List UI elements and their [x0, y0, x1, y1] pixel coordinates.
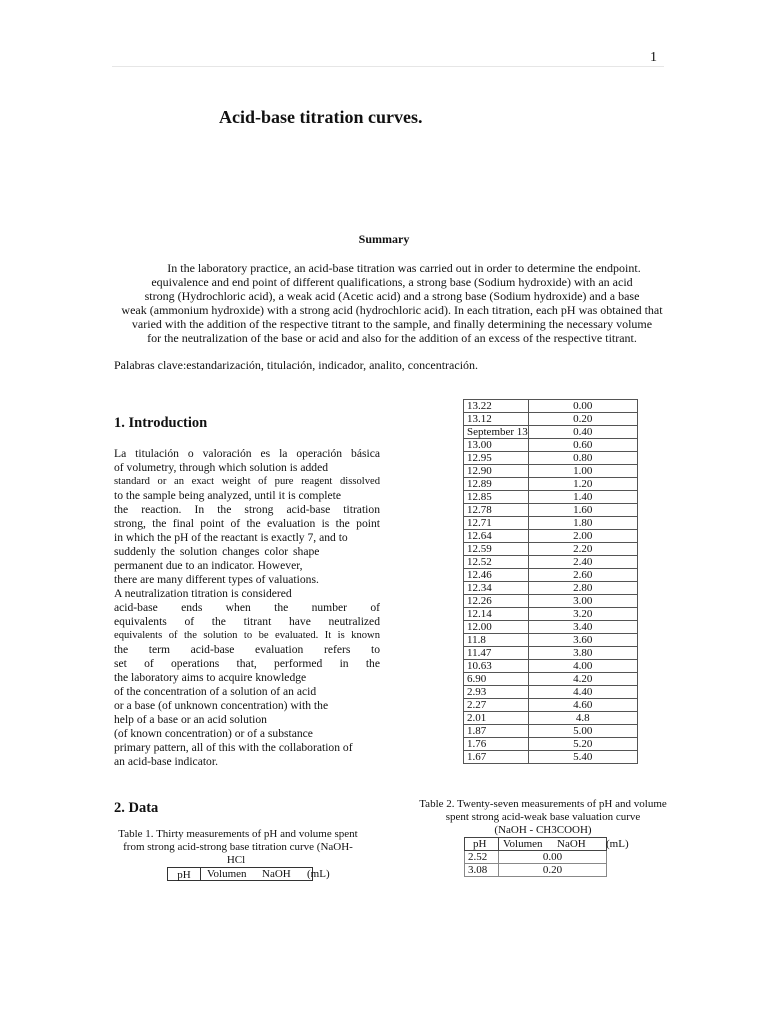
ph-cell: 12.00 — [464, 621, 529, 634]
table-row — [464, 673, 638, 686]
introduction-body — [114, 447, 380, 769]
caption-line: Table 2. Twenty-seven measurements of pH and volume — [419, 798, 667, 810]
ph-cell: 12.64 — [464, 530, 529, 543]
table-row — [464, 504, 638, 517]
table-row — [464, 426, 638, 439]
intro-line: an acid-base indicator. — [114, 755, 218, 768]
table1-caption — [112, 828, 364, 867]
summary-line: weak (ammonium hydroxide) with a strong acid (hydrochloric acid). In each titration, each pH was obtained that — [121, 303, 663, 317]
table-row — [464, 413, 638, 426]
summary-line: for the neutralization of the base or acid and also for the addition of an excess of the respective titrant. — [147, 331, 637, 345]
intro-line: the term acid-base evaluation refers to — [114, 643, 380, 656]
volume-cell: 1.00 — [528, 465, 637, 478]
ph-cell: 12.52 — [464, 556, 529, 569]
ph-cell: 2.93 — [464, 686, 529, 699]
volume-cell: 5.00 — [528, 725, 637, 738]
caption-line: HCl — [226, 854, 246, 866]
page-number: 1 — [650, 50, 657, 65]
volume-cell: 0.60 — [528, 439, 637, 452]
caption-line: spent strong acid-weak base valuation curve — [445, 811, 641, 823]
intro-line: acid-base ends when the number of — [114, 601, 380, 614]
summary-line: equivalence and end point of different qualifications, a strong base (Sodium hydroxide) with an acid — [151, 275, 633, 289]
table-row — [464, 647, 638, 660]
ph-cell: 6.90 — [464, 673, 529, 686]
ph-cell: 2.27 — [464, 699, 529, 712]
intro-line: standard or an exact weight of pure reagent dissolved — [114, 476, 380, 487]
ph-cell: 2.01 — [464, 712, 529, 725]
volume-cell: 4.8 — [528, 712, 637, 725]
table-row — [464, 530, 638, 543]
table-row — [464, 725, 638, 738]
ph-cell: 12.78 — [464, 504, 529, 517]
table2-header-naoh: NaOH — [557, 838, 586, 850]
ph-cell: 1.76 — [464, 738, 529, 751]
volume-cell: 1.20 — [528, 478, 637, 491]
table-row — [464, 595, 638, 608]
table-row — [464, 556, 638, 569]
volume-cell: 3.60 — [528, 634, 637, 647]
volume-cell: 0.00 — [528, 400, 637, 413]
volume-cell: 0.20 — [528, 413, 637, 426]
table-row — [464, 517, 638, 530]
ph-cell: 1.87 — [464, 725, 529, 738]
table2-data — [464, 837, 629, 877]
intro-line: of volumetry, through which solution is added — [114, 461, 329, 474]
volume-cell: 4.60 — [528, 699, 637, 712]
table-row — [464, 699, 638, 712]
ph-cell: 12.26 — [464, 595, 529, 608]
caption-line: (NaOH - CH3COOH) — [494, 824, 592, 836]
table-row — [464, 582, 638, 595]
table-row — [464, 608, 638, 621]
table-row — [464, 686, 638, 699]
table-row — [464, 478, 638, 491]
volume-cell: 0.40 — [528, 426, 637, 439]
ph-cell: September 13 — [464, 426, 529, 439]
ph-cell: 12.46 — [464, 569, 529, 582]
table1-header-volumen: Volumen — [207, 868, 247, 880]
table-row — [464, 543, 638, 556]
table-row — [465, 851, 607, 864]
volume-cell: 3.40 — [528, 621, 637, 634]
summary-heading: Summary — [358, 232, 410, 246]
intro-line: equivalents of the titrant have neutralized — [114, 615, 380, 628]
intro-line: primary pattern, all of this with the collaboration of — [114, 741, 353, 754]
ph-cell: 3.08 — [465, 864, 499, 877]
intro-line: the laboratory aims to acquire knowledge — [114, 671, 307, 684]
volume-cell: 4.40 — [528, 686, 637, 699]
table-row — [464, 569, 638, 582]
ph-cell: 12.34 — [464, 582, 529, 595]
volume-cell: 3.00 — [528, 595, 637, 608]
intro-line: help of a base or an acid solution — [114, 713, 267, 726]
introduction-heading: 1. Introduction — [114, 415, 208, 431]
ph-cell: 12.59 — [464, 543, 529, 556]
ph-cell: 11.8 — [464, 634, 529, 647]
table1-data — [463, 399, 638, 764]
table2-caption — [418, 798, 668, 837]
volume-cell: 1.80 — [528, 517, 637, 530]
ph-cell: 1.67 — [464, 751, 529, 764]
table-row — [464, 621, 638, 634]
table-row — [464, 400, 638, 413]
summary-line: In the laboratory practice, an acid-base titration was carried out in order to determine the endpoint. — [167, 261, 641, 275]
volume-cell: 0.00 — [499, 851, 607, 864]
table2-header-unit: (mL) — [606, 838, 629, 850]
volume-cell: 0.80 — [528, 452, 637, 465]
volume-cell: 3.20 — [528, 608, 637, 621]
ph-cell: 12.85 — [464, 491, 529, 504]
ph-cell: 12.95 — [464, 452, 529, 465]
ph-cell: 13.00 — [464, 439, 529, 452]
volume-cell: 2.00 — [528, 530, 637, 543]
table-row — [465, 864, 607, 877]
table-row — [464, 439, 638, 452]
intro-line: there are many different types of valuations. — [114, 573, 319, 586]
ph-cell: 2.52 — [465, 851, 499, 864]
table-row — [464, 660, 638, 673]
table2-header-row — [465, 838, 607, 851]
ph-cell: 12.89 — [464, 478, 529, 491]
table-row — [464, 452, 638, 465]
volume-cell: 1.60 — [528, 504, 637, 517]
intro-line: strong, the final point of the evaluation is the point — [114, 517, 380, 530]
intro-line: of the concentration of a solution of an acid — [114, 685, 317, 698]
data-heading: 2. Data — [114, 800, 159, 816]
table-row — [464, 465, 638, 478]
paper-title: Acid-base titration curves. — [219, 107, 423, 127]
caption-line: Table 1. Thirty measurements of pH and volume spent — [118, 828, 358, 840]
intro-line: set of operations that, performed in the — [114, 657, 380, 670]
table1-header-naoh: NaOH — [262, 868, 291, 880]
ph-cell: 12.14 — [464, 608, 529, 621]
intro-line: permanent due to an indicator. However, — [114, 559, 303, 572]
table1-header-ph: pH — [167, 867, 201, 881]
intro-line: (of known concentration) or of a substance — [114, 727, 313, 740]
intro-line: equivalents of the solution to be evaluated. It is known — [114, 630, 380, 641]
volume-cell: 2.60 — [528, 569, 637, 582]
intro-line: to the sample being analyzed, until it is complete — [114, 489, 341, 502]
table1-body — [464, 400, 638, 764]
intro-line: in which the pH of the reactant is exactly 7, and to — [114, 531, 348, 544]
ph-cell: 11.47 — [464, 647, 529, 660]
intro-line: suddenly the solution changes color shape — [114, 545, 320, 558]
table-row — [464, 634, 638, 647]
table-row — [464, 491, 638, 504]
keywords: Palabras clave:estandarización, titulación, indicador, analito, concentración. — [114, 358, 479, 372]
volume-cell: 2.80 — [528, 582, 637, 595]
table2-header-volume-cell — [499, 838, 629, 851]
volume-cell: 2.20 — [528, 543, 637, 556]
table-row — [464, 751, 638, 764]
volume-cell: 4.20 — [528, 673, 637, 686]
summary-line: strong (Hydrochloric acid), a weak acid (Acetic acid) and a strong base (Sodium hydroxide) and a base — [144, 289, 640, 303]
volume-cell: 2.40 — [528, 556, 637, 569]
table-row — [464, 738, 638, 751]
volume-cell: 5.40 — [528, 751, 637, 764]
intro-line: or a base (of unknown concentration) with the — [114, 699, 329, 712]
caption-line: from strong acid-strong base titration curve (NaOH- — [123, 841, 353, 853]
volume-cell: 3.80 — [528, 647, 637, 660]
volume-cell: 5.20 — [528, 738, 637, 751]
table2-header-volumen: Volumen — [503, 838, 543, 850]
summary-abstract — [110, 261, 674, 345]
intro-line: La titulación o valoración es la operación básica — [114, 447, 380, 460]
volume-cell: 0.20 — [499, 864, 607, 877]
summary-line: varied with the addition of the respective titrant to the sample, and finally determining the necessary volume — [131, 317, 653, 331]
table-row — [464, 712, 638, 725]
ph-cell: 10.63 — [464, 660, 529, 673]
volume-cell: 1.40 — [528, 491, 637, 504]
header-rule — [112, 66, 664, 67]
ph-cell: 12.71 — [464, 517, 529, 530]
intro-line: the reaction. In the strong acid-base titration — [114, 503, 380, 516]
ph-cell: 13.12 — [464, 413, 529, 426]
table2-header-ph: pH — [465, 838, 499, 851]
ph-cell: 13.22 — [464, 400, 529, 413]
volume-cell: 4.00 — [528, 660, 637, 673]
table1-header-unit: (mL) — [307, 868, 330, 880]
ph-cell: 12.90 — [464, 465, 529, 478]
intro-line: A neutralization titration is considered — [114, 587, 292, 600]
